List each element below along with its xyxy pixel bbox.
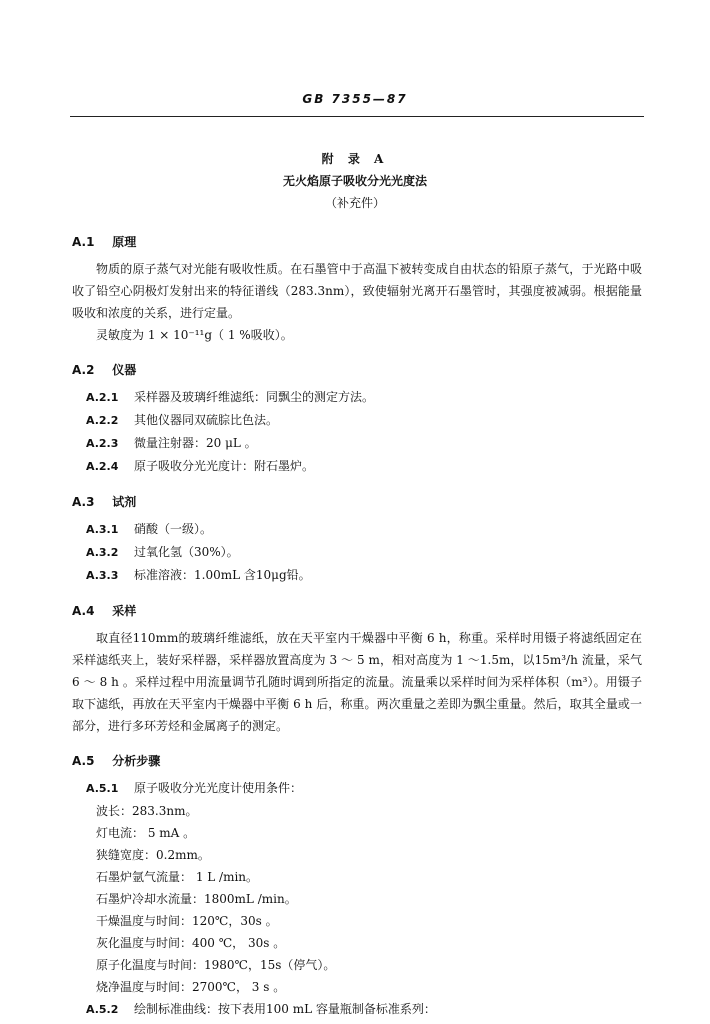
- condition-line: 原子化温度与时间：1980℃，15s（停气）。: [96, 958, 336, 972]
- list-item: [72, 386, 642, 409]
- item-text: 采样器及玻璃纤维滤纸：同飘尘的测定方法。: [134, 390, 375, 404]
- list-item: [72, 541, 642, 564]
- list-item: [72, 409, 642, 432]
- item-text: 过氧化氢（30%）。: [134, 545, 239, 559]
- section-number: A.1: [72, 235, 95, 249]
- section-title: 原理: [112, 235, 137, 249]
- condition-line: 石墨炉氩气流量： 1 L /min。: [96, 870, 259, 884]
- section-title: 仪器: [112, 363, 137, 377]
- condition-line: 干燥温度与时间：120℃，30s 。: [96, 914, 278, 928]
- item-number: A.2.4: [86, 460, 119, 473]
- annex-main-title: 无火焰原子吸收分光光度法: [282, 174, 427, 188]
- item-text: 其他仪器同双硫腙比色法。: [134, 413, 279, 427]
- item-text: 原子吸收分光光度计使用条件：: [134, 781, 303, 795]
- section-a3-heading: [72, 492, 642, 512]
- section-a5-heading: [72, 751, 642, 771]
- condition-line: 石墨炉冷却水流量：1800mL /min。: [96, 892, 297, 906]
- list-item: [72, 777, 642, 800]
- sampling-paragraph: 取直径110mm的玻璃纤维滤纸，放在天平室内干燥器中平衡 6 h，称重。采样时用镊子将滤纸固定在采样滤纸夹上，装好采样器，采样器放置高度为 3 ～ 5 m，相对高度为 1 ～1.5m，以15m³/h 流量，采气 6 ～ 8 h 。采样过程中用流量调节孔随时调到所指定的流量。流量乘以采样时间为采样体积（m³）。用镊子取下滤纸，再放在天平室内干燥器中平衡 6 h 后，称重。两次重量之差即为飘尘重量。然后，取其全量或一部分，进行多环芳烃和金属离子的测定。: [72, 631, 642, 733]
- annex-label: 附 录 A: [321, 152, 389, 166]
- standard-code-header: GB 7355—87: [302, 92, 408, 106]
- list-item: [72, 998, 642, 1021]
- item-number: A.5.2: [86, 1003, 119, 1016]
- section-number: A.4: [72, 604, 95, 618]
- section-a4-heading: [72, 601, 642, 621]
- condition-line: 灯电流： 5 mA 。: [96, 826, 196, 840]
- section-a2-heading: [72, 360, 642, 380]
- item-number: A.3.3: [86, 569, 119, 582]
- section-number: A.3: [72, 495, 95, 509]
- principle-paragraph: 物质的原子蒸气对光能有吸收性质。在石墨管中于高温下被转变成自由状态的铅原子蒸气，于光路中吸收了铅空心阴极灯发射出来的特征谱线（283.3nm），致使辐射光离开石墨管时，其强度被减弱。根据能量吸收和浓度的关系，进行定量。: [72, 262, 642, 320]
- header-rule: [70, 116, 644, 117]
- condition-line: 狭缝宽度：0.2mm。: [96, 848, 210, 862]
- sensitivity-paragraph: 灵敏度为 1 × 10⁻¹¹g（ 1 %吸收）。: [96, 328, 293, 342]
- item-text: 绘制标准曲线：按下表用100 mL 容量瓶制备标准系列：: [134, 1002, 436, 1016]
- condition-line: 烧净温度与时间：2700℃， 3 s 。: [96, 980, 286, 994]
- section-title: 试剂: [112, 495, 137, 509]
- item-number: A.5.1: [86, 782, 119, 795]
- section-number: A.2: [72, 363, 95, 377]
- list-item: [72, 518, 642, 541]
- section-title: 采样: [112, 604, 137, 618]
- item-text: 硝酸（一级）。: [134, 522, 213, 536]
- item-number: A.2.2: [86, 414, 119, 427]
- condition-line: 灰化温度与时间：400 ℃， 30s 。: [96, 936, 286, 950]
- item-text: 原子吸收分光光度计：附石墨炉。: [134, 459, 315, 473]
- item-number: A.3.1: [86, 523, 119, 536]
- annex-subtitle: （补充件）: [324, 196, 385, 210]
- item-number: A.3.2: [86, 546, 119, 559]
- item-text: 标准溶液：1.00mL 含10μg铅。: [134, 568, 311, 582]
- section-title: 分析步骤: [112, 754, 161, 768]
- document-body: [72, 232, 642, 1021]
- item-text: 微量注射器：20 μL 。: [134, 436, 257, 450]
- condition-line: 波长：283.3nm。: [96, 804, 198, 818]
- list-item: [72, 455, 642, 478]
- item-number: A.2.1: [86, 391, 119, 404]
- list-item: [72, 432, 642, 455]
- section-a1-heading: [72, 232, 642, 252]
- item-number: A.2.3: [86, 437, 119, 450]
- annex-title-block: [0, 148, 710, 214]
- section-number: A.5: [72, 754, 95, 768]
- list-item: [72, 564, 642, 587]
